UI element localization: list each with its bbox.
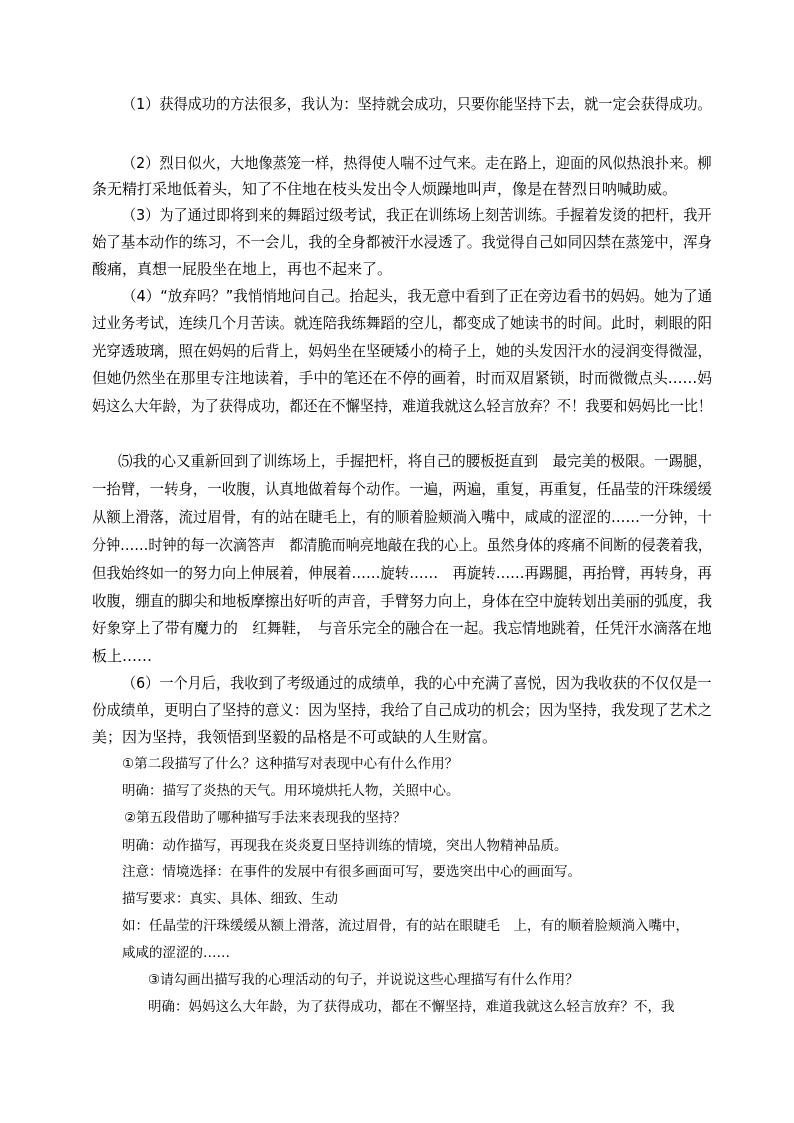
- text-line-6: 酸痛，真想一屁股坐在地上，再也不起来了。: [92, 260, 393, 278]
- question-2: ②第五段借助了哪种描写手法来表现我的坚持？: [124, 810, 407, 826]
- text-line-2: （2）烈日似火，大地像蒸笼一样，热得使人喘不过气来。走在路上，迎面的风似热浪扑来。柳: [122, 154, 712, 172]
- text-line-14: 从额上滑落，流过眉骨，有的站在睫毛上，有的顺着脸颊淌入嘴中，咸咸的涩涩的……一分钟，十: [92, 508, 712, 526]
- question-1: ①第二段描写了什么？这种描写对表现中心有什么作用？: [122, 756, 459, 772]
- text-line-8: 过业务考试，连续几个月苦读。就连陪我练舞蹈的空儿，都变成了她读书的时间。此时，刺眼的阳: [92, 314, 712, 332]
- text-line-1: （1）获得成功的方法很多，我认为：坚持就会成功，只要你能坚持下去，就一定会获得成功。: [122, 95, 712, 113]
- text-line-16: 但我始终如一的努力向上伸展着，伸展着……旋转…… 再旋转……再踢腿，再抬臂，再转身，再: [92, 564, 712, 582]
- answer-2: 明确：动作描写，再现我在炎炎夏日坚持训练的情境，突出人物精神品质。: [122, 838, 568, 854]
- text-line-11: 妈这么大年龄，为了获得成功，都还在不懈坚持，难道我就这么轻言放弃？不！我要和妈妈比一比！: [92, 397, 713, 415]
- question-3: ③请勾画出描写我的心理活动的句子，并说说这些心理描写有什么作用？: [148, 972, 579, 988]
- text-line-17: 收腹，绷直的脚尖和地板摩擦出好听的声音，手臂努力向上，身体在空中旋转划出美丽的弧度，我: [92, 592, 712, 610]
- text-line-21: 份成绩单，更明白了坚持的意义：因为坚持，我给了自己成功的机会；因为坚持，我发现了艺术之: [92, 701, 712, 719]
- text-line-19: 板上……: [92, 647, 153, 665]
- answer-3: 明确：妈妈这么大年龄，为了获得成功，都在不懈坚持，难道我就这么轻言放弃？不，我: [148, 999, 675, 1015]
- answer-2-req: 描写要求：真实、具体、细致、生动: [122, 891, 338, 907]
- text-line-22: 美；因为坚持，我领悟到坚毅的品格是不可或缺的人生财富。: [92, 728, 498, 746]
- text-line-18: 好象穿上了带有魔力的 红舞鞋， 与音乐完全的融合在一起。我忘情地跳着，任凭汗水滴落在地: [92, 619, 712, 637]
- answer-2-example: 如：任晶莹的汗珠缓缓从额上滑落，流过眉骨，有的站在眼睫毛 上，有的顺着脸颊淌入嘴中，: [122, 918, 689, 934]
- text-line-10: 但她仍然坐在那里专注地读着，手中的笔还在不停的画着，时而双眉紧锁，时而微微点头……妈: [92, 369, 712, 387]
- text-line-20: （6）一个月后，我收到了考级通过的成绩单，我的心中充满了喜悦，因为我收获的不仅仅是一: [122, 674, 712, 692]
- text-line-9: 光穿透玻璃，照在妈妈的后背上，妈妈坐在坚硬矮小的椅子上，她的头发因汗水的浸润变得微湿，: [92, 342, 712, 360]
- answer-2-note: 注意：情境选择：在事件的发展中有很多画面可写，要选突出中心的画面写。: [122, 864, 581, 880]
- text-line-4: （3）为了通过即将到来的舞蹈过级考试，我正在训练场上刻苦训练。手握着发烫的把杆，我开: [122, 206, 712, 224]
- text-line-3: 条无精打采地低着头，知了不住地在枝头发出令人烦躁地叫声，像是在替烈日呐喊助威。: [92, 180, 678, 198]
- text-line-7: （4）“放弃吗？”我悄悄地问自己。抬起头，我无意中看到了正在旁边看书的妈妈。她为了通: [122, 287, 713, 305]
- text-line-5: 始了基本动作的练习，不一会儿，我的全身都被汗水浸透了。我觉得自己如同囚禁在蒸笼中，浑身: [92, 233, 712, 251]
- text-line-12: ⑸我的心又重新回到了训练场上，手握把杆，将自己的腰板挺直到 最完美的极限。一踢腿，: [118, 452, 713, 470]
- text-line-15: 分钟……时钟的每一次滴答声 都清脆而响亮地敲在我的心上。虽然身体的疼痛不间断的侵袭着我，: [92, 536, 713, 554]
- answer-1: 明确：描写了炎热的天气。用环境烘托人物，关照中心。: [122, 783, 460, 799]
- text-line-13: 一抬臂，一转身，一收腹，认真地做着每个动作。一遍，两遍，重复，再重复，任晶莹的汗珠缓缓: [92, 480, 712, 498]
- answer-2-example-cont: 咸咸的涩涩的……: [122, 945, 230, 961]
